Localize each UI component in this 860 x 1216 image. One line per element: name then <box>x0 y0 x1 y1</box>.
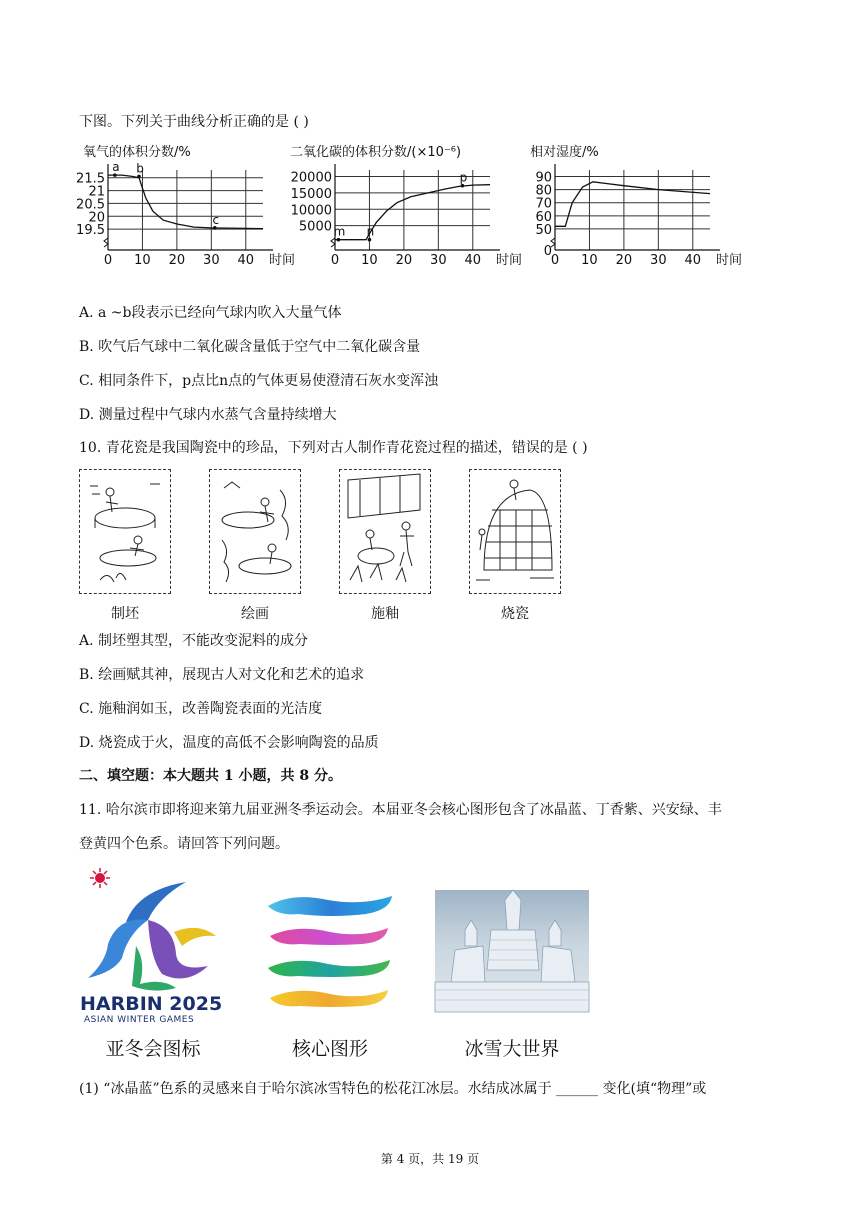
q10-option-d: D. 烧瓷成于火，温度的高低不会影响陶瓷的品质 <box>79 735 379 751</box>
q10-option-a: A. 制坯塑其型，不能改变泥料的成分 <box>79 633 309 649</box>
y-tick-label: 20.5 <box>76 197 105 213</box>
x-axis-label: 时间 <box>269 253 296 268</box>
annotation-label: a <box>112 160 120 175</box>
annotation-label: p <box>459 170 468 185</box>
y-tick-label: 80 <box>535 183 552 199</box>
q9-option-a: A. a ~b段表示已经向气球内吹入大量气体 <box>79 305 342 321</box>
x-tick-label: 0 <box>550 253 560 268</box>
co2-chart <box>280 140 523 290</box>
x-tick-label: 0 <box>330 253 340 268</box>
y-axis-label: 相对湿度/% <box>530 145 599 160</box>
logo-subtitle-text: ASIAN WINTER GAMES <box>84 1015 195 1025</box>
y-tick-label: 21 <box>88 184 105 200</box>
y-tick-label: 60 <box>535 209 552 225</box>
caption-shaping: 制坯 <box>111 606 139 622</box>
caption-firing: 烧瓷 <box>501 606 529 622</box>
y-tick-label: 0 <box>543 244 552 259</box>
q11-stem-line1: 11. 哈尔滨市即将迎来第九届亚洲冬季运动会。本届亚冬会核心图形包含了冰晶蓝、丁香紫、兴安绿、丰 <box>79 802 722 818</box>
core-graphic <box>262 886 398 1016</box>
q10-option-b: B. 绘画赋其神，展现古人对文化和艺术的追求 <box>79 667 365 683</box>
question-intro-line: 下图。下列关于曲线分析正确的是 ( ) <box>79 114 309 130</box>
y-tick-label: 5000 <box>298 219 332 235</box>
y-axis-label: 二氧化碳的体积分数/(×10⁻⁶) <box>290 145 462 160</box>
caption-painting: 绘画 <box>241 606 269 622</box>
x-tick-label: 40 <box>464 253 482 268</box>
q10-stem: 10. 青花瓷是我国陶瓷中的珍品，下列对古人制作青花瓷过程的描述，错误的是 ( ) <box>79 440 588 456</box>
q11-stem-line2: 登黄四个色系。请回答下列问题。 <box>79 836 289 852</box>
y-tick-label: 19.5 <box>76 223 105 239</box>
humidity-chart <box>525 140 743 290</box>
caption-logo: 亚冬会图标 <box>105 1038 201 1060</box>
series-line <box>555 182 710 227</box>
oxygen-chart <box>75 140 296 290</box>
x-tick-label: 10 <box>361 253 378 268</box>
caption-glazing: 施釉 <box>371 606 399 622</box>
illustration-painting <box>209 469 301 594</box>
x-tick-label: 10 <box>581 253 598 268</box>
series-line <box>108 175 263 229</box>
asian-winter-games-logo <box>78 862 228 1032</box>
x-tick-label: 0 <box>103 253 113 268</box>
x-tick-label: 10 <box>134 253 151 268</box>
x-tick-label: 20 <box>168 253 186 268</box>
y-tick-label: 50 <box>535 222 552 238</box>
x-tick-label: 20 <box>615 253 633 268</box>
x-axis-label: 时间 <box>716 253 743 268</box>
x-tick-label: 30 <box>430 253 447 268</box>
x-tick-label: 30 <box>650 253 667 268</box>
caption-ice-snow-world: 冰雪大世界 <box>464 1038 560 1060</box>
y-tick-label: 21.5 <box>76 171 105 187</box>
annotation-label: m <box>333 224 346 239</box>
illustration-shaping <box>79 469 171 594</box>
y-tick-label: 10000 <box>290 203 332 219</box>
y-tick-label: 70 <box>535 196 552 212</box>
x-tick-label: 30 <box>203 253 220 268</box>
x-axis-label: 时间 <box>496 253 523 268</box>
q9-option-c: C. 相同条件下，p点比n点的气体更易使澄清石灰水变浑浊 <box>79 373 439 389</box>
q10-option-c: C. 施釉润如玉，改善陶瓷表面的光洁度 <box>79 701 323 717</box>
y-tick-label: 15000 <box>290 186 332 202</box>
annotation-label: c <box>212 212 220 227</box>
annotation-label: b <box>136 161 144 176</box>
q11-subquestion-1: (1) “冰晶蓝”色系的灵感来自于哈尔滨冰雪特色的松花江冰层。水结成冰属于 ______ 变化(填“物理”或 <box>79 1081 707 1097</box>
x-tick-label: 20 <box>395 253 413 268</box>
y-axis-label: 氧气的体积分数/% <box>83 145 191 160</box>
axis-break-mark <box>331 238 335 247</box>
x-tick-label: 40 <box>237 253 255 268</box>
caption-core-graphic: 核心图形 <box>291 1038 368 1060</box>
q9-option-d: D. 测量过程中气球内水蒸气含量持续增大 <box>79 407 337 423</box>
x-tick-label: 40 <box>684 253 702 268</box>
annotation-label: n <box>366 224 375 239</box>
y-tick-label: 20 <box>88 210 105 226</box>
illustration-glazing <box>339 469 431 594</box>
page-footer: 第 4 页，共 19 页 <box>380 1152 480 1166</box>
y-tick-label: 90 <box>535 170 552 186</box>
section-title: 二、填空题：本大题共 1 小题，共 8 分。 <box>79 768 342 784</box>
illustration-firing <box>469 469 561 594</box>
y-tick-label: 20000 <box>290 170 332 186</box>
logo-title-text: HARBIN 2025 <box>80 993 223 1015</box>
ice-snow-world-photo <box>435 890 589 1012</box>
q9-option-b: B. 吹气后气球中二氧化碳含量低于空气中二氧化碳含量 <box>79 339 421 355</box>
